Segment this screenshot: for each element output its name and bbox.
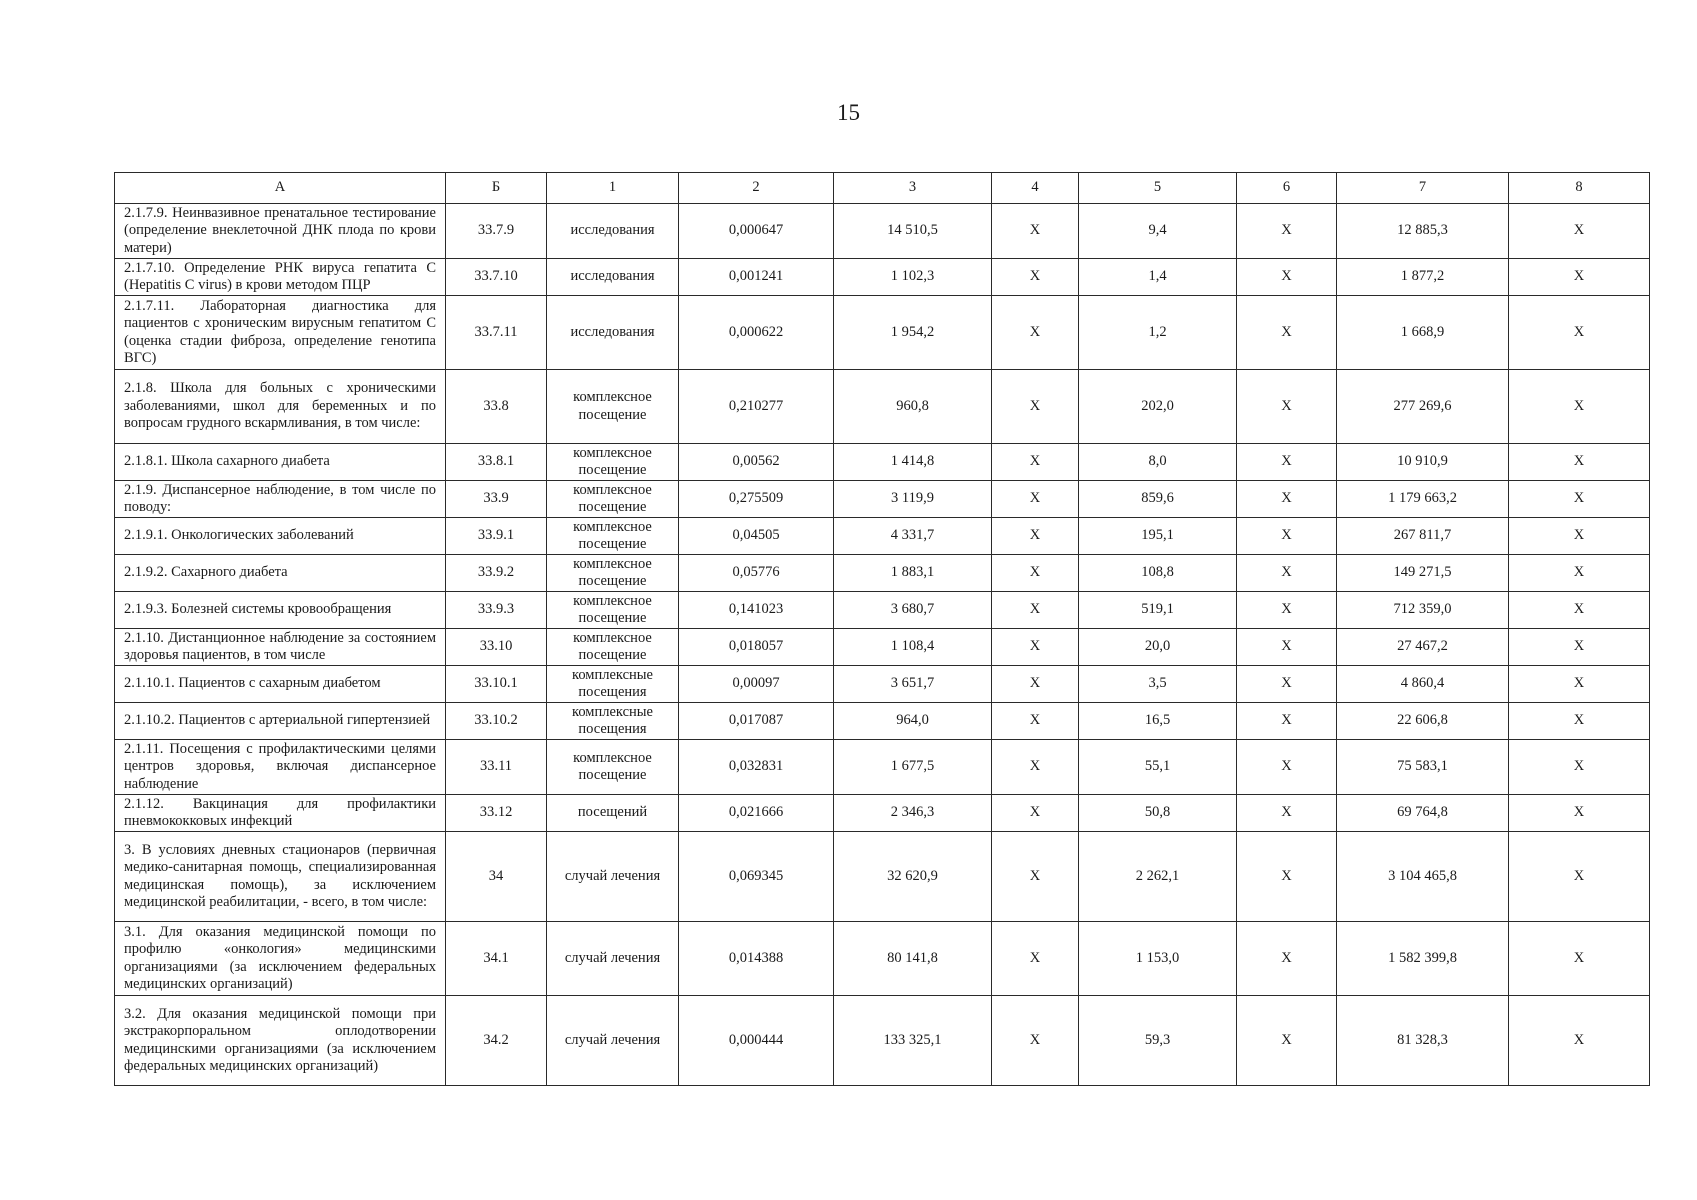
value-col-7: 22 606,8 [1337, 703, 1509, 740]
row-description: 2.1.11. Посещения с профилактическими целями центров здоровья, включая диспансерное наблюдение [115, 740, 446, 795]
table-row [115, 555, 1650, 592]
unit-cell: комплексное посещение [547, 481, 679, 518]
value-col-7: 1 179 663,2 [1337, 481, 1509, 518]
value-col-3: 1 414,8 [834, 444, 992, 481]
value-col-6: Х [1237, 922, 1337, 996]
value-col-2: 0,000622 [679, 296, 834, 370]
value-col-2: 0,04505 [679, 518, 834, 555]
value-col-3: 1 108,4 [834, 629, 992, 666]
table-row [115, 444, 1650, 481]
unit-cell: исследования [547, 204, 679, 259]
value-col-8: Х [1509, 370, 1650, 444]
value-col-6: Х [1237, 795, 1337, 832]
row-number: 33.7.10 [446, 259, 547, 296]
value-col-6: Х [1237, 996, 1337, 1086]
value-col-5: 2 262,1 [1079, 832, 1237, 922]
value-col-7: 4 860,4 [1337, 666, 1509, 703]
table-row [115, 666, 1650, 703]
value-col-4: Х [992, 555, 1079, 592]
column-header: А [115, 173, 446, 204]
value-col-4: Х [992, 370, 1079, 444]
row-description: 2.1.9.2. Сахарного диабета [115, 555, 446, 592]
row-number: 33.8.1 [446, 444, 547, 481]
row-number: 33.7.9 [446, 204, 547, 259]
value-col-6: Х [1237, 370, 1337, 444]
value-col-7: 3 104 465,8 [1337, 832, 1509, 922]
value-col-3: 3 680,7 [834, 592, 992, 629]
value-col-2: 0,00097 [679, 666, 834, 703]
value-col-6: Х [1237, 666, 1337, 703]
table-row [115, 740, 1650, 795]
value-col-6: Х [1237, 296, 1337, 370]
value-col-3: 1 883,1 [834, 555, 992, 592]
value-col-3: 964,0 [834, 703, 992, 740]
table-row [115, 259, 1650, 296]
value-col-5: 50,8 [1079, 795, 1237, 832]
value-col-5: 108,8 [1079, 555, 1237, 592]
value-col-4: Х [992, 832, 1079, 922]
table-row [115, 296, 1650, 370]
row-description: 2.1.7.9. Неинвазивное пренатальное тестирование (определение внеклеточной ДНК плода по крови матери) [115, 204, 446, 259]
row-number: 33.9.1 [446, 518, 547, 555]
unit-cell: комплексное посещение [547, 370, 679, 444]
value-col-8: Х [1509, 481, 1650, 518]
unit-cell: комплексное посещение [547, 555, 679, 592]
value-col-7: 12 885,3 [1337, 204, 1509, 259]
row-number: 33.12 [446, 795, 547, 832]
value-col-3: 1 102,3 [834, 259, 992, 296]
value-col-3: 80 141,8 [834, 922, 992, 996]
page-number: 15 [837, 100, 860, 125]
unit-cell: комплексное посещение [547, 629, 679, 666]
row-number: 33.11 [446, 740, 547, 795]
table-row [115, 204, 1650, 259]
row-number: 34 [446, 832, 547, 922]
row-description: 2.1.10.1. Пациентов с сахарным диабетом [115, 666, 446, 703]
value-col-5: 1 153,0 [1079, 922, 1237, 996]
value-col-2: 0,05776 [679, 555, 834, 592]
value-col-7: 712 359,0 [1337, 592, 1509, 629]
column-header: 4 [992, 173, 1079, 204]
table-header-row [115, 173, 1650, 204]
value-col-6: Х [1237, 444, 1337, 481]
table-row [115, 481, 1650, 518]
column-header: 8 [1509, 173, 1650, 204]
value-col-2: 0,00562 [679, 444, 834, 481]
value-col-4: Х [992, 592, 1079, 629]
value-col-5: 55,1 [1079, 740, 1237, 795]
value-col-5: 1,4 [1079, 259, 1237, 296]
value-col-6: Х [1237, 740, 1337, 795]
row-number: 34.2 [446, 996, 547, 1086]
table-row [115, 629, 1650, 666]
row-number: 33.10.1 [446, 666, 547, 703]
value-col-4: Х [992, 204, 1079, 259]
row-description: 2.1.8. Школа для больных с хроническими заболеваниями, школ для беременных и по вопросам грудного вскармливания, в том числе: [115, 370, 446, 444]
unit-cell: исследования [547, 259, 679, 296]
row-description: 3.1. Для оказания медицинской помощи по профилю «онкология» медицинскими организациями (за исключением федеральных медицинских организаций) [115, 922, 446, 996]
value-col-7: 69 764,8 [1337, 795, 1509, 832]
row-description: 2.1.9.3. Болезней системы кровообращения [115, 592, 446, 629]
value-col-5: 195,1 [1079, 518, 1237, 555]
table-row [115, 518, 1650, 555]
value-col-3: 960,8 [834, 370, 992, 444]
value-col-4: Х [992, 518, 1079, 555]
value-col-7: 149 271,5 [1337, 555, 1509, 592]
value-col-8: Х [1509, 795, 1650, 832]
value-col-4: Х [992, 481, 1079, 518]
value-col-8: Х [1509, 703, 1650, 740]
value-col-2: 0,032831 [679, 740, 834, 795]
value-col-4: Х [992, 444, 1079, 481]
column-header: 3 [834, 173, 992, 204]
table-row [115, 922, 1650, 996]
value-col-3: 1 954,2 [834, 296, 992, 370]
row-description: 2.1.9. Диспансерное наблюдение, в том числе по поводу: [115, 481, 446, 518]
unit-cell: случай лечения [547, 922, 679, 996]
value-col-7: 1 877,2 [1337, 259, 1509, 296]
value-col-6: Х [1237, 481, 1337, 518]
value-col-3: 2 346,3 [834, 795, 992, 832]
column-header: 7 [1337, 173, 1509, 204]
unit-cell: случай лечения [547, 832, 679, 922]
value-col-8: Х [1509, 259, 1650, 296]
row-description: 2.1.12. Вакцинация для профилактики пневмококковых инфекций [115, 795, 446, 832]
row-number: 33.9.3 [446, 592, 547, 629]
value-col-4: Х [992, 922, 1079, 996]
row-description: 2.1.8.1. Школа сахарного диабета [115, 444, 446, 481]
value-col-8: Х [1509, 592, 1650, 629]
value-col-5: 3,5 [1079, 666, 1237, 703]
value-col-7: 267 811,7 [1337, 518, 1509, 555]
row-number: 33.8 [446, 370, 547, 444]
value-col-7: 1 668,9 [1337, 296, 1509, 370]
value-col-6: Х [1237, 204, 1337, 259]
value-col-3: 133 325,1 [834, 996, 992, 1086]
unit-cell: исследования [547, 296, 679, 370]
value-col-6: Х [1237, 592, 1337, 629]
row-number: 33.10 [446, 629, 547, 666]
value-col-5: 16,5 [1079, 703, 1237, 740]
row-description: 2.1.10. Дистанционное наблюдение за состоянием здоровья пациентов, в том числе [115, 629, 446, 666]
value-col-8: Х [1509, 444, 1650, 481]
row-number: 34.1 [446, 922, 547, 996]
row-description: 2.1.9.1. Онкологических заболеваний [115, 518, 446, 555]
value-col-8: Х [1509, 666, 1650, 703]
row-description: 2.1.7.11. Лабораторная диагностика для пациентов с хроническим вирусным гепатитом С (оценка стадии фиброза, определение генотипа ВГС) [115, 296, 446, 370]
value-col-4: Х [992, 296, 1079, 370]
value-col-2: 0,018057 [679, 629, 834, 666]
value-col-8: Х [1509, 518, 1650, 555]
value-col-3: 14 510,5 [834, 204, 992, 259]
column-header: 2 [679, 173, 834, 204]
value-col-8: Х [1509, 555, 1650, 592]
value-col-4: Х [992, 666, 1079, 703]
row-description: 2.1.10.2. Пациентов с артериальной гипертензией [115, 703, 446, 740]
column-header: 6 [1237, 173, 1337, 204]
value-col-4: Х [992, 996, 1079, 1086]
value-col-5: 8,0 [1079, 444, 1237, 481]
value-col-5: 1,2 [1079, 296, 1237, 370]
value-col-8: Х [1509, 629, 1650, 666]
value-col-8: Х [1509, 996, 1650, 1086]
value-col-7: 10 910,9 [1337, 444, 1509, 481]
value-col-3: 3 119,9 [834, 481, 992, 518]
value-col-6: Х [1237, 629, 1337, 666]
value-col-7: 27 467,2 [1337, 629, 1509, 666]
value-col-7: 75 583,1 [1337, 740, 1509, 795]
row-description: 3. В условиях дневных стационаров (первичная медико-санитарная помощь, специализированная медицинская помощь), за исключением медицинской реабилитации, - всего, в том числе: [115, 832, 446, 922]
value-col-2: 0,275509 [679, 481, 834, 518]
table-row [115, 703, 1650, 740]
value-col-4: Х [992, 629, 1079, 666]
unit-cell: случай лечения [547, 996, 679, 1086]
value-col-3: 3 651,7 [834, 666, 992, 703]
column-header: Б [446, 173, 547, 204]
value-col-2: 0,000647 [679, 204, 834, 259]
value-col-5: 9,4 [1079, 204, 1237, 259]
value-col-6: Х [1237, 832, 1337, 922]
value-col-2: 0,069345 [679, 832, 834, 922]
table-row [115, 592, 1650, 629]
value-col-4: Х [992, 795, 1079, 832]
table-row [115, 795, 1650, 832]
value-col-2: 0,141023 [679, 592, 834, 629]
row-description: 2.1.7.10. Определение РНК вируса гепатита С (Hepatitis C virus) в крови методом ПЦР [115, 259, 446, 296]
value-col-2: 0,000444 [679, 996, 834, 1086]
value-col-6: Х [1237, 259, 1337, 296]
value-col-2: 0,021666 [679, 795, 834, 832]
table-row [115, 370, 1650, 444]
row-number: 33.9.2 [446, 555, 547, 592]
value-col-3: 32 620,9 [834, 832, 992, 922]
value-col-5: 59,3 [1079, 996, 1237, 1086]
value-col-5: 20,0 [1079, 629, 1237, 666]
unit-cell: комплексное посещение [547, 740, 679, 795]
value-col-6: Х [1237, 703, 1337, 740]
table-row [115, 996, 1650, 1086]
table-row [115, 832, 1650, 922]
value-col-7: 1 582 399,8 [1337, 922, 1509, 996]
value-col-5: 519,1 [1079, 592, 1237, 629]
column-header: 5 [1079, 173, 1237, 204]
value-col-3: 4 331,7 [834, 518, 992, 555]
value-col-4: Х [992, 740, 1079, 795]
value-col-2: 0,017087 [679, 703, 834, 740]
value-col-5: 859,6 [1079, 481, 1237, 518]
row-description: 3.2. Для оказания медицинской помощи при экстракорпоральном оплодотворении медицинскими организациями (за исключением федеральных медицинских организаций) [115, 996, 446, 1086]
unit-cell: посещений [547, 795, 679, 832]
value-col-7: 81 328,3 [1337, 996, 1509, 1086]
value-col-2: 0,014388 [679, 922, 834, 996]
unit-cell: комплексное посещение [547, 518, 679, 555]
unit-cell: комплексные посещения [547, 703, 679, 740]
value-col-4: Х [992, 259, 1079, 296]
row-number: 33.10.2 [446, 703, 547, 740]
value-col-8: Х [1509, 740, 1650, 795]
value-col-6: Х [1237, 555, 1337, 592]
value-col-6: Х [1237, 518, 1337, 555]
value-col-8: Х [1509, 832, 1650, 922]
value-col-2: 0,001241 [679, 259, 834, 296]
unit-cell: комплексное посещение [547, 444, 679, 481]
value-col-8: Х [1509, 922, 1650, 996]
value-col-2: 0,210277 [679, 370, 834, 444]
data-table [114, 172, 1650, 1086]
value-col-7: 277 269,6 [1337, 370, 1509, 444]
column-header: 1 [547, 173, 679, 204]
value-col-5: 202,0 [1079, 370, 1237, 444]
value-col-8: Х [1509, 296, 1650, 370]
value-col-4: Х [992, 703, 1079, 740]
unit-cell: комплексное посещение [547, 592, 679, 629]
row-number: 33.9 [446, 481, 547, 518]
row-number: 33.7.11 [446, 296, 547, 370]
value-col-3: 1 677,5 [834, 740, 992, 795]
unit-cell: комплексные посещения [547, 666, 679, 703]
value-col-8: Х [1509, 204, 1650, 259]
